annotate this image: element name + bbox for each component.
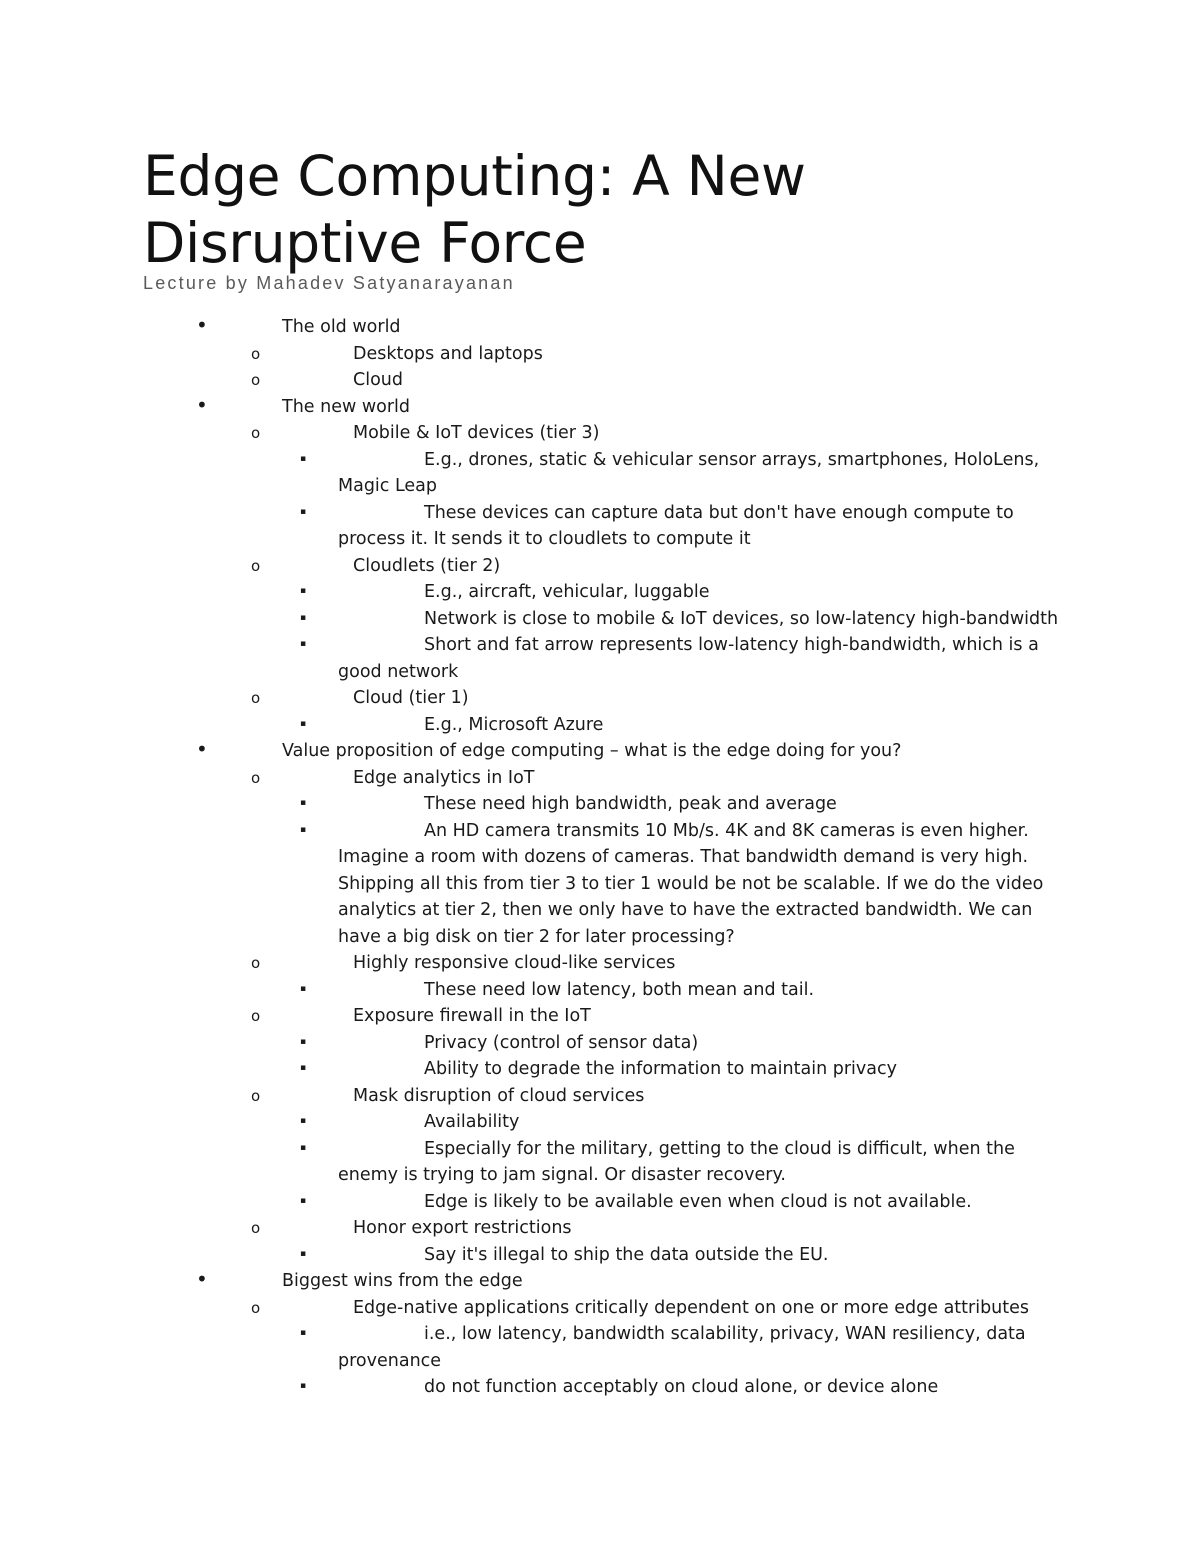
- outline-item-text: Cloud: [353, 370, 403, 390]
- outline-item-level-3: [0, 632, 1200, 685]
- outline-item-text: Ability to degrade the information to maintain privacy: [424, 1059, 897, 1079]
- outline-item-text: Exposure firewall in the IoT: [353, 1006, 591, 1026]
- square-marker: ▪: [300, 1063, 307, 1073]
- outline-item-level-1: [0, 738, 1200, 765]
- outline-item-level-3: [0, 606, 1200, 633]
- outline-item-text: Say it's illegal to ship the data outside the EU.: [424, 1244, 829, 1265]
- square-marker: ▪: [300, 1248, 307, 1259]
- square-marker: ▪: [300, 798, 307, 808]
- outline-item-text: E.g., drones, static & vehicular sensor arrays, smartphones, HoloLens, Magic Leap: [338, 449, 1040, 496]
- outline-item-text: The new world: [282, 396, 411, 417]
- outline-item-level-3: [0, 1321, 1200, 1374]
- square-marker: ▪: [300, 612, 307, 623]
- outline-item-level-3: [0, 791, 1200, 818]
- outline-item-text: Short and fat arrow represents low-latency high-bandwidth, which is a good network: [338, 635, 1039, 682]
- bullet-marker: •: [196, 737, 208, 761]
- outline-item-text: Mask disruption of cloud services: [353, 1085, 645, 1106]
- outline-item-level-3: [0, 447, 1200, 500]
- outline-item-text: Edge-native applications critically dependent on one or more edge attributes: [353, 1297, 1030, 1318]
- outline-item-text: Edge analytics in IoT: [353, 767, 535, 788]
- outline-item-text: do not function acceptably on cloud alone, or device alone: [424, 1377, 939, 1397]
- circle-marker: o: [251, 556, 261, 575]
- outline-item-text: Network is close to mobile & IoT devices, so low-latency high-bandwidth: [424, 608, 1059, 629]
- outline-item-level-3: [0, 1189, 1200, 1216]
- square-marker: ▪: [300, 983, 307, 994]
- square-marker: ▪: [300, 506, 307, 517]
- outline-item-text: E.g., aircraft, vehicular, luggable: [424, 582, 710, 602]
- bullet-marker: •: [196, 313, 208, 337]
- outline-item-level-3: [0, 1109, 1200, 1136]
- outline-item-level-2: [0, 950, 1200, 977]
- outline-item-text: Value proposition of edge computing – what is the edge doing for you?: [282, 741, 902, 761]
- outline-item-text: Privacy (control of sensor data): [424, 1032, 699, 1053]
- circle-marker: o: [251, 1298, 261, 1317]
- outline-item-level-2: [0, 1003, 1200, 1030]
- outline-item-level-3: [0, 1056, 1200, 1083]
- square-marker: ▪: [300, 824, 307, 835]
- outline-item-text: Biggest wins from the edge: [282, 1271, 523, 1291]
- outline-item-level-2: [0, 1083, 1200, 1110]
- square-marker: ▪: [300, 1142, 307, 1153]
- square-marker: ▪: [300, 639, 307, 649]
- outline-item-text: i.e., low latency, bandwidth scalability, privacy, WAN resiliency, data provenance: [338, 1324, 1026, 1371]
- square-marker: ▪: [300, 453, 307, 464]
- outline-item-text: The old world: [282, 317, 401, 337]
- circle-marker: o: [251, 371, 261, 389]
- outline-item-text: Edge is likely to be available even when cloud is not available.: [424, 1191, 972, 1212]
- outline-item-level-3: [0, 818, 1200, 951]
- circle-marker: o: [251, 424, 261, 442]
- circle-marker: o: [251, 689, 261, 707]
- outline-item-text: Desktops and laptops: [353, 343, 543, 364]
- outline-item-text: Especially for the military, getting to the cloud is difficult, when the enemy is trying to jam signal. Or disaster recovery.: [338, 1138, 1015, 1185]
- outline-item-level-3: [0, 500, 1200, 553]
- bullet-marker: •: [196, 1267, 208, 1291]
- square-marker: ▪: [300, 1195, 307, 1206]
- outline-item-text: E.g., Microsoft Azure: [424, 714, 604, 735]
- outline-item-text: Mobile & IoT devices (tier 3): [353, 423, 600, 443]
- outline-item-text: Honor export restrictions: [353, 1218, 572, 1238]
- circle-marker: o: [251, 1007, 261, 1025]
- document-subtitle: Lecture by Mahadev Satyanarayanan: [143, 273, 515, 293]
- outline-item-text: Availability: [424, 1112, 520, 1132]
- outline-item-level-2: [0, 420, 1200, 447]
- square-marker: ▪: [300, 1381, 307, 1391]
- circle-marker: o: [251, 1219, 261, 1237]
- outline-item-text: Cloud (tier 1): [353, 688, 469, 708]
- outline-item-text: These devices can capture data but don't have enough compute to process it. It sends it to cloudlets to compute it: [338, 502, 1014, 549]
- circle-marker: o: [251, 768, 261, 787]
- outline-item-level-3: [0, 1136, 1200, 1189]
- outline-item-level-3: [0, 579, 1200, 606]
- outline-item-level-1: [0, 394, 1200, 421]
- circle-marker: o: [251, 344, 261, 363]
- outline-item-level-1: [0, 314, 1200, 341]
- outline-item-text: An HD camera transmits 10 Mb/s. 4K and 8K cameras is even higher. Imagine a room with dozens of cameras. That bandwidth demand is very high. Shipping all this from tier 3 to tier 1 would be not be scalable. If we do the video analytics at tier 2, then we only have to have the extracted bandwidth. We can have a big disk on tier 2 for later processing?: [338, 820, 1044, 947]
- outline-item-level-1: [0, 1268, 1200, 1295]
- circle-marker: o: [251, 954, 261, 972]
- document-title: Edge Computing: A New Disruptive Force: [143, 144, 806, 275]
- outline-item-text: Highly responsive cloud-like services: [353, 953, 676, 973]
- circle-marker: o: [251, 1086, 261, 1105]
- square-marker: ▪: [300, 1036, 307, 1047]
- bullet-marker: •: [196, 392, 208, 417]
- outline-item-level-2: [0, 1295, 1200, 1322]
- square-marker: ▪: [300, 586, 307, 596]
- outline-item-level-2: [0, 367, 1200, 394]
- outline-item-text: These need high bandwidth, peak and average: [424, 794, 837, 814]
- outline-item-level-3: [0, 712, 1200, 739]
- outline-item-level-2: [0, 1215, 1200, 1242]
- square-marker: ▪: [300, 1116, 307, 1126]
- outline-item-level-3: [0, 1242, 1200, 1269]
- outline-list: [0, 314, 1200, 1401]
- outline-item-text: Cloudlets (tier 2): [353, 555, 501, 576]
- outline-item-level-3: [0, 1374, 1200, 1401]
- outline-item-level-2: [0, 685, 1200, 712]
- outline-item-level-2: [0, 341, 1200, 368]
- outline-item-text: These need low latency, both mean and tail.: [424, 979, 815, 1000]
- outline-item-level-2: [0, 553, 1200, 580]
- square-marker: ▪: [300, 718, 307, 729]
- outline-item-level-3: [0, 1030, 1200, 1057]
- outline-item-level-2: [0, 765, 1200, 792]
- outline-item-level-3: [0, 977, 1200, 1004]
- square-marker: ▪: [300, 1328, 307, 1338]
